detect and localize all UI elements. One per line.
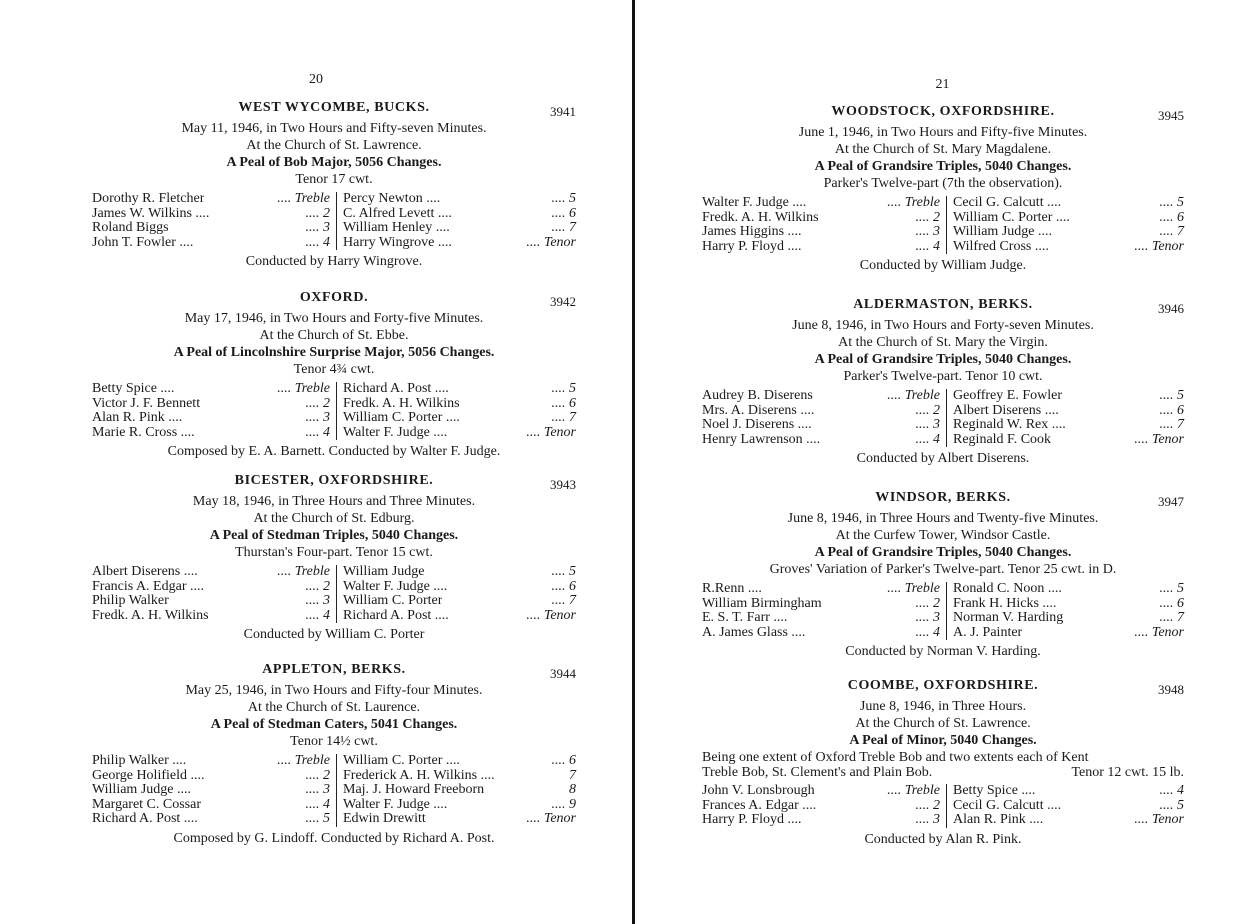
ringer-row [953,404,1184,419]
ringer-bell: .... 4 [915,624,940,640]
ringer-name: William Judge [343,565,425,579]
ringers-left-column [702,784,946,828]
ringers-right-column [946,784,1184,828]
ringer-name: Albert Diserens .... [92,565,198,579]
peal-method: A Peal of Stedman Triples, 5040 Changes. [209,528,459,543]
peal-place: WOODSTOCK, OXFORDSHIRE. [831,104,1055,119]
ringer-row [92,411,330,426]
ringer-row [92,236,330,251]
extent-line [702,765,1184,780]
ringer-name: R.Renn .... [702,582,762,596]
ringer-name: Walter F. Judge .... [343,579,448,594]
ringers-right-column [946,582,1184,640]
ringer-name: A. J. Painter [953,625,1023,640]
ringers-right-column [946,196,1184,254]
ringer-name: Harry Wingrove .... [343,235,452,250]
ringers-left-column [702,196,946,254]
ringer-bell: .... Treble [277,564,330,579]
ringer-row [343,207,576,222]
ringers-table [702,389,1184,447]
ringers-left-column [92,754,336,827]
ringers-left-column [92,565,336,623]
ringer-bell: .... 7 [551,220,576,235]
peal-footer: Conducted by Albert Diserens. [856,451,1030,466]
ringer-bell: .... 2 [915,797,940,813]
ringer-row [702,196,940,211]
ringer-bell: .... 5 [551,381,576,396]
ringers-right-column [336,192,576,250]
ringer-row [702,597,940,612]
ringer-bell: .... 7 [1159,417,1184,432]
ringer-bell: .... Tenor [1134,624,1184,640]
ringer-row [343,426,576,441]
ringer-row [953,196,1184,211]
ringer-bell: .... 5 [1159,797,1184,813]
ringer-name: Dorothy R. Fletcher [92,192,205,206]
peal-method: A Peal of Grandsire Triples, 5040 Changes. [814,352,1072,367]
ringer-bell: .... 2 [915,209,940,225]
ringers-table [702,582,1184,640]
ringer-name: Albert Diserens .... [953,403,1059,418]
ringer-bell: .... 5 [305,811,330,826]
peal-footer: Conducted by William C. Porter [243,627,425,642]
ringer-name: William Judge .... [92,783,191,797]
ringer-name: E. S. T. Farr .... [702,611,788,625]
ringer-bell: .... 3 [305,593,330,608]
ringer-row [953,389,1184,404]
peal-number: 3945 [1158,108,1184,123]
ringer-bell: .... 5 [1159,581,1184,596]
ringer-bell: .... 5 [551,564,576,579]
ringer-name: Cecil G. Calcutt .... [953,798,1062,813]
ringer-bell: .... 7 [551,410,576,425]
peal-record [92,290,576,460]
page-number: 20 [309,72,323,87]
peal-record [702,297,1184,467]
peal-number: 3943 [550,477,576,492]
ringer-row [702,404,940,419]
ringer-row [343,754,576,769]
ringer-name: Reginald W. Rex .... [953,418,1066,432]
ringer-bell: .... 2 [305,578,330,594]
peal-place: APPLETON, BERKS. [262,662,406,677]
ringer-bell: .... 6 [551,753,576,768]
ringer-name: Betty Spice .... [92,382,175,396]
peal-record [702,490,1184,660]
ringer-row [92,207,330,222]
ringer-bell: .... 3 [915,417,940,432]
ringer-name: Marie R. Cross .... [92,425,195,440]
peal-number: 3944 [550,666,576,681]
peal-footer: Conducted by William Judge. [859,258,1027,273]
ringers-table [92,192,576,250]
ringers-left-column [702,389,946,447]
ringer-name: William C. Porter .... [953,210,1070,225]
ringer-name: Edwin Drewitt [343,812,426,826]
ringers-table [702,196,1184,254]
ringers-table [702,784,1184,828]
ringers-left-column [702,582,946,640]
peal-footer: Conducted by Norman V. Harding. [845,644,1041,659]
ringer-bell: 8 [569,782,576,797]
ringer-row [953,433,1184,448]
ringer-row [343,411,576,426]
ringer-bell: .... 7 [1159,224,1184,239]
peal-number: 3947 [1158,494,1184,509]
ringer-row [343,783,576,798]
ringer-row [92,580,330,595]
peal-record [702,104,1184,274]
peal-place: WEST WYCOMBE, BUCKS. [238,100,430,115]
ringer-name: Norman V. Harding [953,611,1064,625]
ringer-name: Harry P. Floyd .... [702,239,802,254]
ringer-bell: .... 5 [1159,195,1184,210]
ringer-row [92,565,330,580]
ringer-row [92,783,330,798]
ringer-name: Reginald F. Cook [953,432,1052,447]
ringer-bell: .... 9 [551,796,576,812]
peal-method: A Peal of Stedman Caters, 5041 Changes. [210,717,458,732]
ringer-name: Richard A. Post .... [343,382,449,396]
peal-record [702,678,1184,848]
ringer-name: George Holifield .... [92,768,205,783]
page-number: 21 [935,77,950,92]
ringer-row [343,769,576,784]
ringer-bell: 7 [569,767,576,783]
ringer-bell: .... 4 [1159,783,1184,798]
ringer-name: William Judge .... [953,225,1052,239]
peal-number: 3942 [550,294,576,309]
ringer-row [343,594,576,609]
peal-number: 3941 [550,104,576,119]
peal-detail: Groves' Variation of Parker's Twelve-part. Tenor 25 cwt. in D. [769,562,1117,577]
ringer-row [343,397,576,412]
ringer-name: A. James Glass .... [702,625,806,640]
ringer-row [702,582,940,597]
ringer-bell: .... 6 [1159,209,1184,225]
ringer-name: William C. Porter .... [343,411,460,425]
ringer-row [702,225,940,240]
ringer-bell: .... 5 [1159,388,1184,403]
ringer-bell: .... Treble [277,191,330,206]
ringer-name: Maj. J. Howard Freeborn [343,783,485,797]
ringer-row [92,221,330,236]
ringer-bell: .... 4 [915,431,940,447]
ringer-name: Walter F. Judge .... [343,425,448,440]
ringer-name: Walter F. Judge .... [702,196,807,210]
peal-header [702,297,1184,317]
ringer-bell: .... 3 [915,610,940,625]
peal-place: COOMBE, OXFORDSHIRE. [847,678,1039,693]
ringers-table [92,754,576,827]
peal-header [702,678,1184,698]
ringer-row [92,382,330,397]
ringer-bell: .... 5 [551,191,576,206]
peal-info-line: At the Church of St. Laurence. [247,700,421,715]
ringer-bell: .... Tenor [526,234,576,250]
ringer-name: Frank H. Hicks .... [953,596,1057,611]
ringer-row [702,611,940,626]
ringer-row [702,813,940,828]
peal-method: A Peal of Lincolnshire Surprise Major, 5056 Changes. [173,345,495,360]
peal-footer: Conducted by Harry Wingrove. [245,254,423,269]
ringer-row [92,397,330,412]
ringer-row [702,389,940,404]
ringer-row [953,799,1184,814]
peal-number: 3948 [1158,682,1184,697]
ringer-row [343,192,576,207]
ringer-name: Philip Walker [92,594,169,608]
ringer-name: Fredk. A. H. Wilkins [343,396,460,411]
ringer-name: Philip Walker .... [92,754,187,768]
ringer-name: Cecil G. Calcutt .... [953,196,1062,210]
peal-info-line: At the Church of St. Ebbe. [259,328,409,343]
ringer-name: C. Alfred Levett .... [343,206,452,221]
peal-info-line: At the Church of St. Lawrence. [855,716,1031,731]
ringer-row [702,784,940,799]
ringer-row [953,418,1184,433]
peal-detail: Tenor 4¾ cwt. [293,362,375,377]
ringer-bell: .... 4 [305,234,330,250]
ringer-bell: .... Treble [887,783,940,798]
peal-detail: Tenor 14½ cwt. [290,734,378,749]
ringer-row [92,426,330,441]
ringer-row [343,236,576,251]
peal-footer: Composed by G. Lindoff. Conducted by Richard A. Post. [173,830,495,846]
ringer-name: John V. Lonsbrough [702,784,815,798]
ringer-name: Percy Newton .... [343,192,441,206]
ringer-bell: .... Treble [887,581,940,596]
ringer-name: William Henley .... [343,221,450,235]
ringer-bell: .... Tenor [1134,431,1184,447]
ringer-row [343,609,576,624]
ringer-row [953,582,1184,597]
ringer-row [92,594,330,609]
ringer-row [953,225,1184,240]
peal-detail: Thurstan's Four-part. Tenor 15 cwt. [235,545,433,560]
peal-place: WINDSOR, BERKS. [875,490,1011,505]
ringers-right-column [336,565,576,623]
ringer-row [343,798,576,813]
ringer-bell: .... 6 [551,205,576,221]
peal-info-line: May 17, 1946, in Two Hours and Forty-five Minutes. [184,311,484,326]
peal-header [702,490,1184,510]
ringer-row [702,211,940,226]
ringer-bell: .... Tenor [526,811,576,826]
peal-info-line: May 11, 1946, in Two Hours and Fifty-seven Minutes. [181,121,487,136]
ringer-name: Audrey B. Diserens [702,389,813,403]
peal-info-line: June 1, 1946, in Two Hours and Fifty-five Minutes. [798,125,1088,140]
extent-line: Being one extent of Oxford Treble Bob and two extents each of Kent [702,750,1089,765]
ringer-row [92,754,330,769]
ringer-row [343,565,576,580]
ringer-name: Wilfred Cross .... [953,239,1049,254]
ringer-name: William Birmingham [702,596,822,611]
ringer-bell: .... 3 [915,812,940,827]
ringer-name: Victor J. F. Bennett [92,396,201,411]
ringer-bell: .... 4 [305,607,330,623]
ringer-row [953,626,1184,641]
ringer-bell: .... 6 [1159,595,1184,611]
ringer-name: William C. Porter [343,594,443,608]
ringer-row [92,769,330,784]
ringer-name: Frederick A. H. Wilkins .... [343,768,495,783]
peal-header [92,100,576,120]
ringer-bell: .... Treble [887,388,940,403]
peal-place: BICESTER, OXFORDSHIRE. [234,473,434,488]
ringer-row [953,597,1184,612]
peal-info-line: May 18, 1946, in Three Hours and Three Minutes. [192,494,476,509]
right-page [636,0,1249,924]
ringer-bell: .... 6 [551,578,576,594]
book-gutter [632,0,635,924]
ringer-row [953,611,1184,626]
ringer-row [702,418,940,433]
ringers-right-column [336,754,576,827]
peal-number: 3946 [1158,301,1184,316]
ringer-row [953,813,1184,828]
peal-extent [702,750,1184,780]
ringer-name: Fredk. A. H. Wilkins [92,608,209,623]
peal-header [92,290,576,310]
ringer-bell: .... 2 [305,205,330,221]
extent-text: Treble Bob, St. Clement's and Plain Bob. [702,765,933,780]
ringer-name: Walter F. Judge .... [343,797,448,812]
ringer-row [343,812,576,827]
ringer-name: Geoffrey E. Fowler [953,389,1062,403]
ringer-row [92,798,330,813]
peal-header [92,473,576,493]
peal-info-line: June 8, 1946, in Three Hours. [859,699,1027,714]
extent-tenor: Tenor 12 cwt. 15 lb. [1071,765,1184,780]
ringer-bell: .... 4 [305,796,330,812]
ringer-bell: .... Tenor [1134,238,1184,254]
ringer-name: Mrs. A. Diserens .... [702,403,815,418]
ringer-row [343,382,576,397]
ringer-bell: .... 7 [551,593,576,608]
ringers-left-column [92,382,336,440]
peal-header [92,662,576,682]
ringer-bell: .... 3 [305,410,330,425]
ringers-table [92,565,576,623]
peal-info-line: At the Church of St. Mary the Virgin. [838,335,1048,350]
ringer-bell: .... 3 [915,224,940,239]
peal-footer: Conducted by Alan R. Pink. [864,831,1022,847]
ringer-row [702,240,940,255]
peal-method: A Peal of Grandsire Triples, 5040 Changes. [814,545,1072,560]
ringer-name: Alan R. Pink .... [953,813,1044,827]
ringer-name: William C. Porter .... [343,754,460,768]
peal-detail: Parker's Twelve-part (7th the observation). [823,176,1063,191]
ringer-name: Alan R. Pink .... [92,411,183,425]
ringer-row [702,799,940,814]
peal-footer: Composed by E. A. Barnett. Conducted by Walter F. Judge. [167,444,501,459]
peal-method: A Peal of Grandsire Triples, 5040 Changes. [814,159,1072,174]
ringer-bell: .... 2 [305,767,330,783]
ringer-row [343,221,576,236]
peal-method: A Peal of Minor, 5040 Changes. [849,733,1037,748]
ringer-row [953,240,1184,255]
peal-info-line: At the Church of St. Edburg. [253,511,415,526]
peal-method: A Peal of Bob Major, 5056 Changes. [226,155,442,170]
ringer-name: Roland Biggs [92,221,169,235]
ringer-row [92,812,330,827]
peal-place: OXFORD. [299,290,369,305]
ringer-row [953,211,1184,226]
ringer-name: Frances A. Edgar .... [702,798,817,813]
ringer-bell: .... 4 [305,424,330,440]
ringer-name: James Higgins .... [702,225,802,239]
ringer-bell: .... Tenor [1134,812,1184,827]
ringer-name: Richard A. Post .... [343,608,449,623]
peal-info-line: May 25, 1946, in Two Hours and Fifty-four Minutes. [185,683,483,698]
peal-info-line: At the Church of St. Mary Magdalene. [834,142,1052,157]
ringers-table [92,382,576,440]
ringer-bell: .... 6 [551,395,576,411]
ringer-bell: .... 3 [305,782,330,797]
ringers-left-column [92,192,336,250]
peal-record [92,662,576,847]
ringer-bell: .... 7 [1159,610,1184,625]
peal-header [702,104,1184,124]
peal-place: ALDERMASTON, BERKS. [853,297,1033,312]
ringers-right-column [336,382,576,440]
ringer-name: Ronald C. Noon .... [953,582,1062,596]
ringer-bell: .... 6 [1159,402,1184,418]
peal-info-line: At the Church of St. Lawrence. [246,138,422,153]
ringer-bell: .... Treble [277,381,330,396]
ringers-right-column [946,389,1184,447]
ringer-bell: .... 4 [915,238,940,254]
ringer-bell: .... 2 [305,395,330,411]
ringer-bell: .... 2 [915,402,940,418]
ringer-name: Margaret C. Cossar [92,797,201,812]
ringer-bell: .... Tenor [526,607,576,623]
peal-record [92,100,576,270]
peal-detail: Parker's Twelve-part. Tenor 10 cwt. [843,369,1043,384]
ringer-row [92,192,330,207]
ringer-name: Noel J. Diserens .... [702,418,812,432]
ringer-name: Henry Lawrenson .... [702,432,821,447]
ringer-row [953,784,1184,799]
ringer-bell: .... Treble [277,753,330,768]
ringer-name: Fredk. A. H. Wilkins [702,210,819,225]
ringer-row [343,580,576,595]
ringer-name: Betty Spice .... [953,784,1036,798]
ringer-row [702,433,940,448]
peal-detail: Tenor 17 cwt. [295,172,373,187]
ringer-bell: .... 3 [305,220,330,235]
ringer-name: James W. Wilkins .... [92,206,210,221]
peal-info-line: June 8, 1946, in Two Hours and Forty-seven Minutes. [792,318,1094,333]
ringer-name: Richard A. Post .... [92,812,198,826]
peal-info-line: June 8, 1946, in Three Hours and Twenty-five Minutes. [787,511,1099,526]
ringer-bell: .... 2 [915,595,940,611]
ringer-name: John T. Fowler .... [92,235,194,250]
ringer-row [92,609,330,624]
peal-info-line: At the Curfew Tower, Windsor Castle. [835,528,1051,543]
ringer-bell: .... Tenor [526,424,576,440]
ringer-bell: .... Treble [887,195,940,210]
peal-record [92,473,576,643]
ringer-name: Harry P. Floyd .... [702,813,802,827]
ringer-name: Francis A. Edgar .... [92,579,204,594]
ringer-row [702,626,940,641]
